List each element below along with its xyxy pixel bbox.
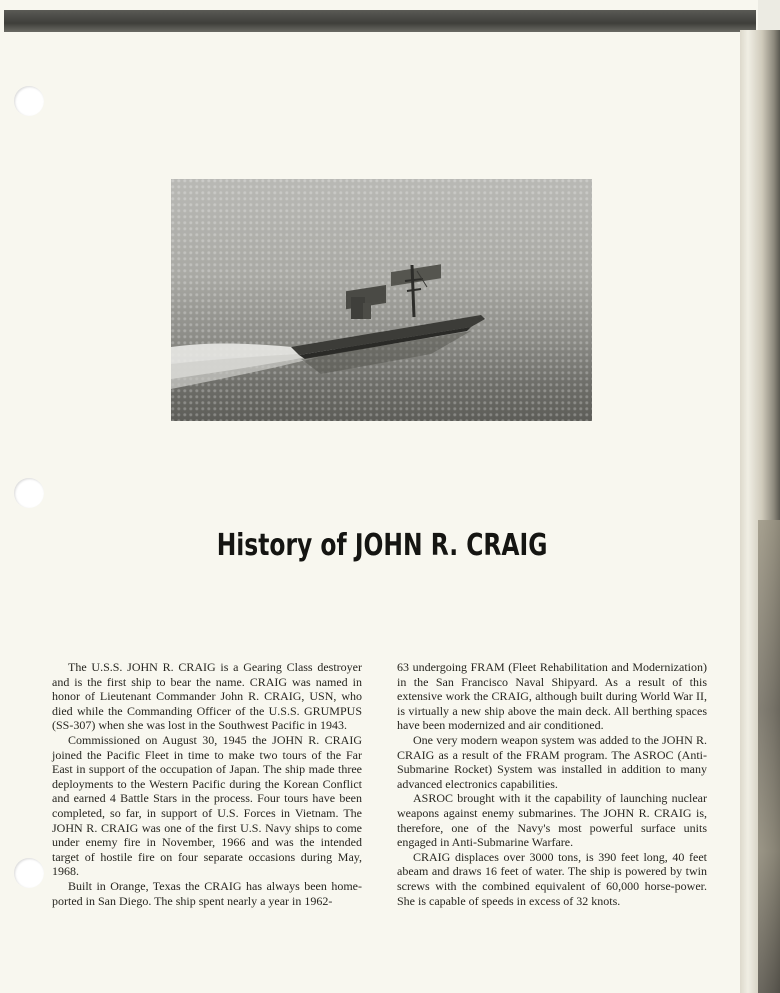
binder-top-band	[4, 10, 756, 32]
punch-hole-top	[14, 86, 44, 116]
punch-hole-middle	[14, 478, 44, 508]
paragraph: ASROC brought with it the capability of launching nuclear weapons against enemy submarines. The JOHN R. CRAIG is, therefore, one of the Navy's most powerful surface units engaged in Anti-Submarine Warfare.	[397, 791, 707, 850]
text-column-right	[397, 660, 707, 908]
page-title: History of JOHN R. CRAIG	[216, 528, 548, 563]
ship-icon	[171, 179, 592, 421]
text-column-left	[52, 660, 362, 908]
paragraph: 63 undergoing FRAM (Fleet Rehabilitation and Modernization) in the San Francisco Naval Shipyard. As a result of this extensive work the CRAIG, although built during World War II, is virtually a new ship above the main deck. All berthing spaces have been modernized and air conditioned.	[397, 660, 707, 733]
paragraph: One very modern weapon system was added to the JOHN R. CRAIG as a result of the FRAM program. The ASROC (Anti-Submarine Rocket) System was installed in addition to many advanced electronics capabilities.	[397, 732, 707, 791]
punch-hole-bottom	[14, 858, 44, 888]
destroyer-ship-photo	[171, 179, 592, 421]
page-edge-shadow	[758, 520, 780, 993]
paragraph: Built in Orange, Texas the CRAIG has always been home-ported in San Diego. The ship spent nearly a year in 1962-	[52, 878, 362, 908]
paragraph: CRAIG displaces over 3000 tons, is 390 feet long, 40 feet abeam and draws 16 feet of water. The ship is powered by twin screws with the combined equivalent of 60,000 horse-power. She is capable of speeds in excess of 32 knots.	[397, 849, 707, 908]
paragraph: Commissioned on August 30, 1945 the JOHN R. CRAIG joined the Pacific Fleet in time to make two tours of the Far East in support of the occupation of Japan. The ship made three deployments to the Western Pacific during the Korean Conflict and earned 4 Battle Stars in the process. Four tours have been completed, so far, in support of U.S. Forces in Vietnam. The JOHN R. CRAIG was one of the first U.S. Navy ships to come under enemy fire in November, 1966 and was the intended target of hostile fire on four separate occasions during May, 1968.	[52, 732, 362, 879]
paragraph: The U.S.S. JOHN R. CRAIG is a Gearing Class destroyer and is the first ship to bear the name. CRAIG was named in honor of Lieutenant Commander John R. CRAIG, USN, who died while the Commanding Officer of the U.S.S. GRUMPUS (SS-307) when she was lost in the Southwest Pacific in 1943.	[52, 660, 362, 733]
